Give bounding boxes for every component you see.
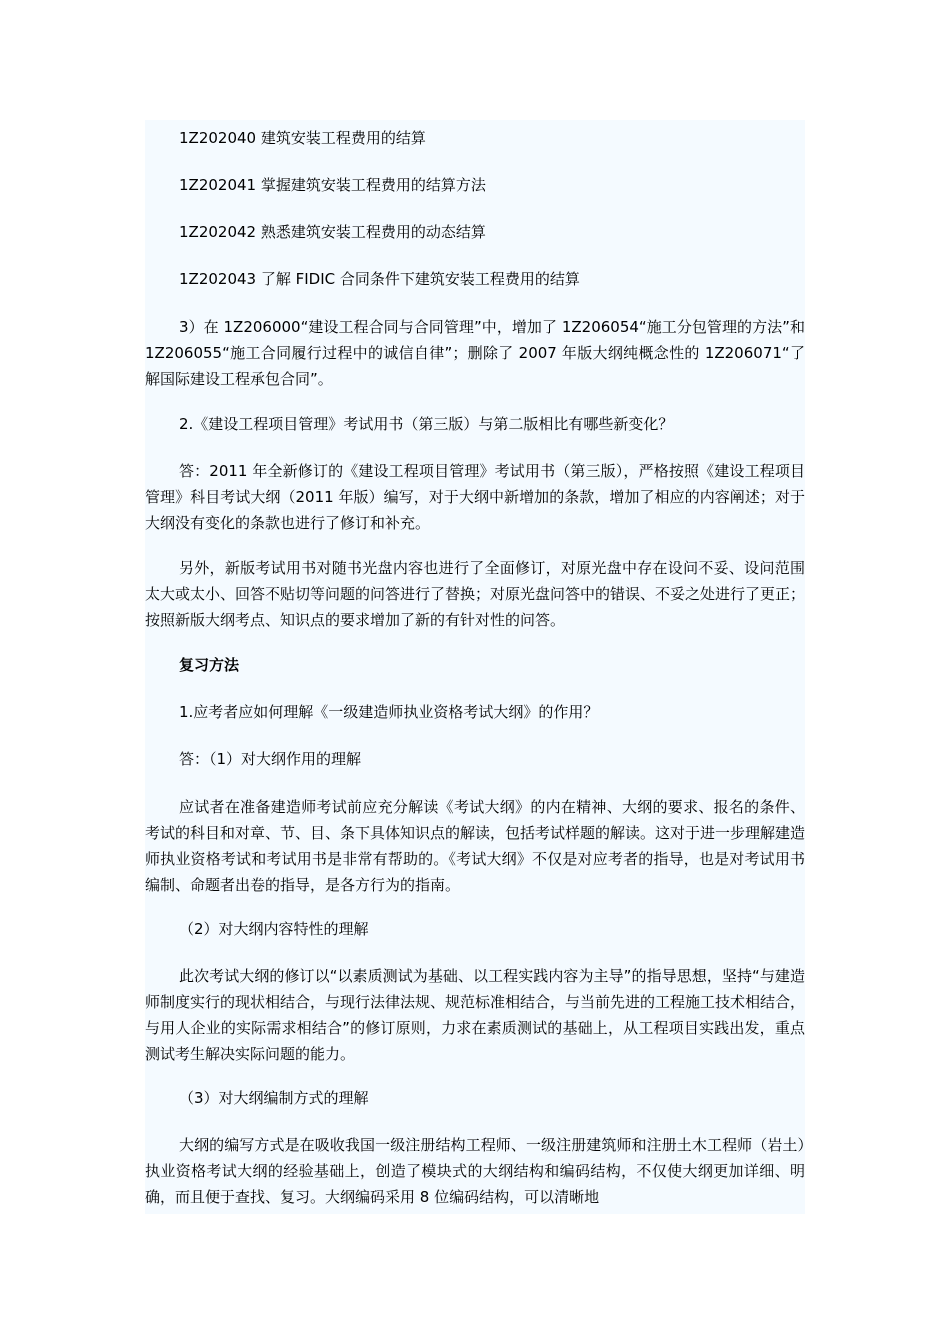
paragraph-outline-role: 应试者在准备建造师考试前应充分解读《考试大纲》的内在精神、大纲的要求、报名的条件、考试的科目和对章、节、目、条下具体知识点的解读，包括考试样题的解读。这对于进一步理解建造师执业资格考试和考试用书是非常有帮助的。《考试大纲》不仅是对应考者的指导，也是对考试用书编制、命题者出卷的指导，是各方行为的指南。: [145, 798, 805, 894]
paragraph-heading-3: （3）对大纲编制方式的理解: [179, 1089, 369, 1107]
paragraph-item-1z202042: 1Z202042 熟悉建筑安装工程费用的动态结算: [179, 223, 486, 241]
paragraph-outline-features: 此次考试大纲的修订以“以素质测试为基础、以工程实践内容为主导”的指导思想，坚持“与建造师制度实行的现状相结合，与现行法律法规、规范标准相结合，与当前先进的工程施工技术相结合，与用人企业的实际需求相结合”的修订原则，力求在素质测试的基础上，从工程项目实践出发，重点测试考生解决实际问题的能力。: [145, 967, 805, 1063]
paragraph-change-3: 3）在 1Z206000“建设工程合同与合同管理”中，增加了 1Z206054“施工分包管理的方法”和 1Z206055“施工合同履行过程中的诚信自律”；删除了 2007 年版大纲纯概念性的 1Z206071“了解国际建设工程承包合同”。: [145, 318, 805, 388]
document-content-block: [145, 120, 805, 1214]
section-heading-review-method: 复习方法: [179, 656, 240, 674]
paragraph-heading-2: （2）对大纲内容特性的理解: [179, 920, 369, 938]
paragraph-section-1z202040: 1Z202040 建筑安装工程费用的结算: [179, 129, 426, 147]
paragraph-answer-1-heading: 答：（1）对大纲作用的理解: [179, 750, 362, 768]
paragraph-question-2: 2.《建设工程项目管理》考试用书（第三版）与第二版相比有哪些新变化？: [179, 415, 674, 433]
paragraph-item-1z202041: 1Z202041 掌握建筑安装工程费用的结算方法: [179, 176, 486, 194]
paragraph-item-1z202043: 1Z202043 了解 FIDIC 合同条件下建筑安装工程费用的结算: [179, 270, 580, 288]
paragraph-cd-revision: 另外，新版考试用书对随书光盘内容也进行了全面修订，对原光盘中存在设问不妥、设问范围太大或太小、回答不贴切等问题的问答进行了替换；对原光盘问答中的错误、不妥之处进行了更正；按照新版大纲考点、知识点的要求增加了新的有针对性的问答。: [145, 559, 805, 629]
paragraph-outline-compilation: 大纲的编写方式是在吸收我国一级注册结构工程师、一级注册建筑师和注册土木工程师（岩土）执业资格考试大纲的经验基础上，创造了模块式的大纲结构和编码结构，不仅使大纲更加详细、明确，而且便于查找、复习。大纲编码采用 8 位编码结构，可以清晰地: [145, 1136, 805, 1206]
paragraph-question-1: 1.应考者应如何理解《一级建造师执业资格考试大纲》的作用？: [179, 703, 599, 721]
paragraph-answer-2: 答：2011 年全新修订的《建设工程项目管理》考试用书（第三版），严格按照《建设工程项目管理》科目考试大纲（2011 年版）编写，对于大纲中新增加的条款，增加了相应的内容阐述；对于大纲没有变化的条款也进行了修订和补充。: [145, 462, 805, 532]
